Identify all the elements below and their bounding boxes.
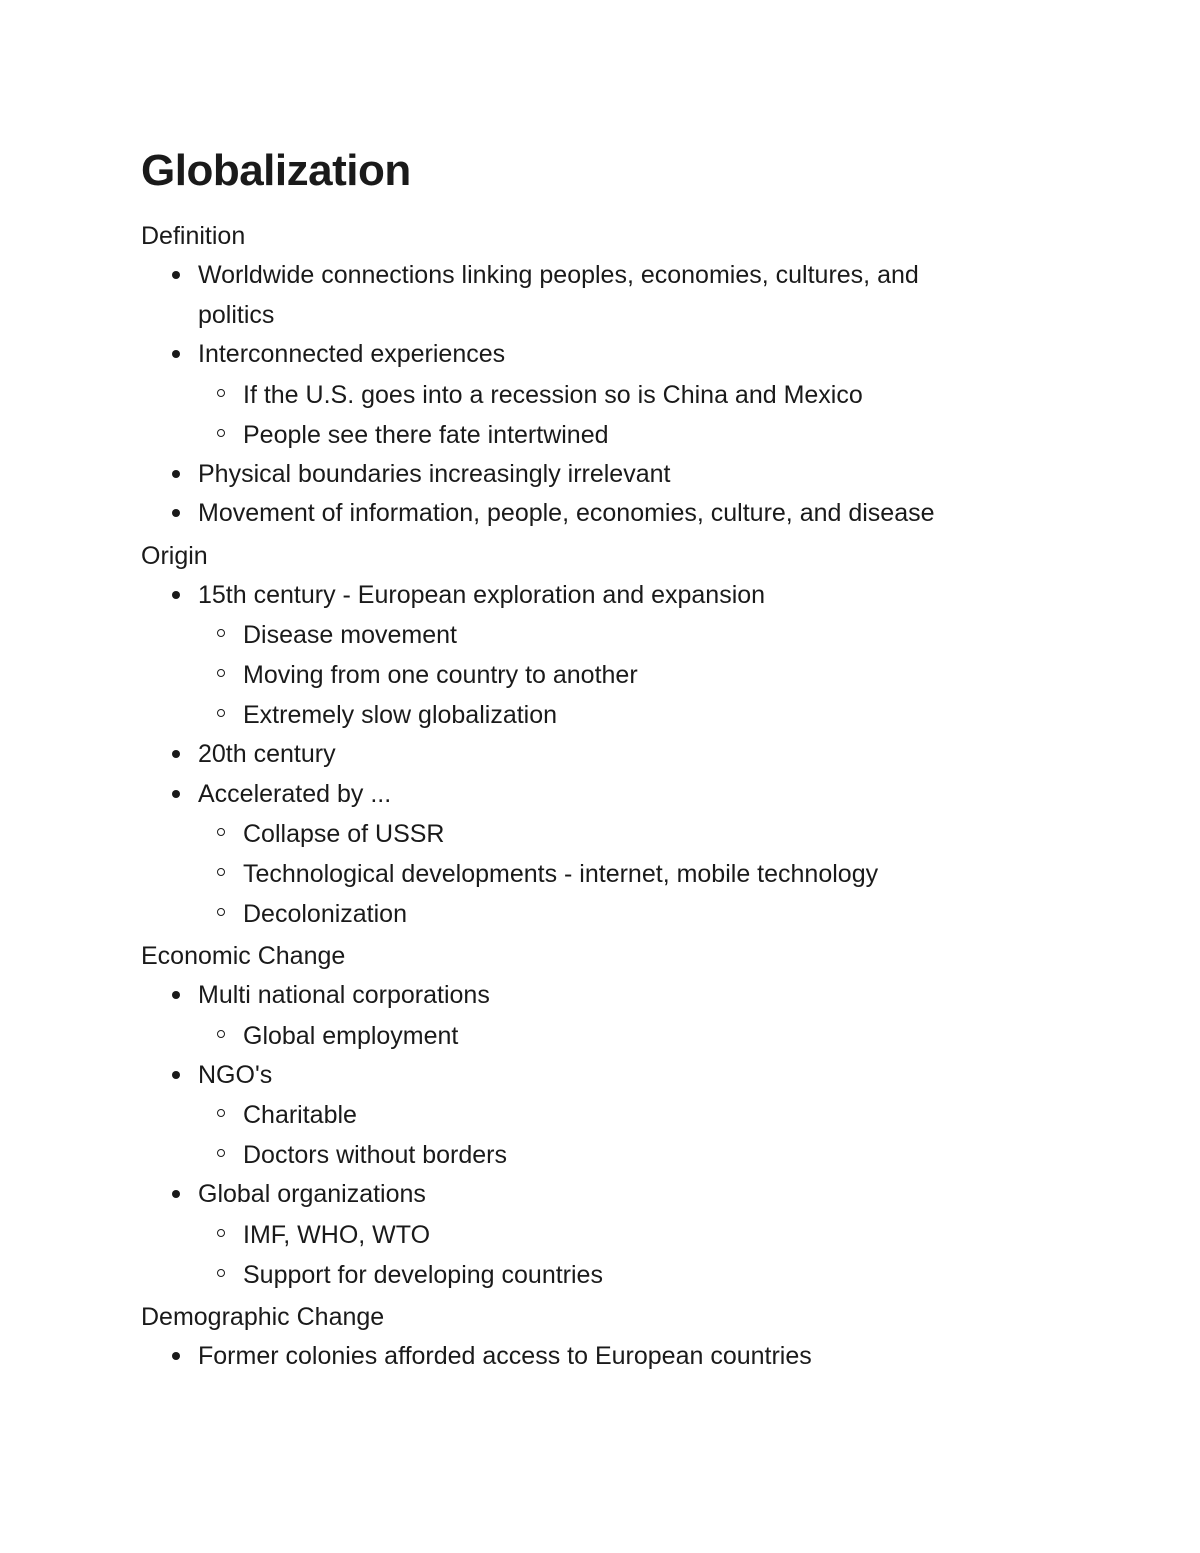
sub-bullet-list <box>141 615 998 735</box>
list-item-text: Global organizations <box>198 1180 426 1208</box>
section-heading: Origin <box>141 541 208 570</box>
bullet-list <box>141 576 1200 935</box>
hollow-bullet-icon <box>217 908 225 916</box>
section-demographic-change <box>141 1297 1200 1377</box>
sub-list-item-text: Charitable <box>243 1101 357 1129</box>
list-item-text: 15th century - European exploration and expansion <box>198 580 766 609</box>
sub-list-item-text: Decolonization <box>243 900 407 928</box>
hollow-bullet-icon <box>217 1030 225 1038</box>
list-item-text: Former colonies afforded access to European countries <box>198 1341 812 1370</box>
list-item-text: Interconnected experiences <box>198 340 506 368</box>
sub-list-item-text: Support for developing countries <box>243 1260 603 1289</box>
list-item-text: NGO's <box>198 1060 273 1089</box>
hollow-bullet-icon <box>217 828 225 836</box>
list-item <box>141 455 998 495</box>
list-item <box>141 1056 998 1176</box>
hollow-bullet-icon <box>217 429 225 437</box>
bullet-icon <box>172 470 180 478</box>
list-item <box>141 576 998 736</box>
sub-list-item-text: People see there fate intertwined <box>243 420 609 449</box>
list-item-text: Worldwide connections linking peoples, economies, cultures, and politics <box>198 261 919 329</box>
bullet-list <box>141 1337 1200 1377</box>
sub-list-item <box>198 1215 998 1255</box>
hollow-bullet-icon <box>217 389 225 397</box>
bullet-list <box>141 256 1200 534</box>
sub-list-item-text: Collapse of USSR <box>243 820 445 848</box>
bullet-icon <box>172 750 180 758</box>
list-item <box>141 1337 998 1377</box>
hollow-bullet-icon <box>217 1269 225 1277</box>
bullet-icon <box>172 1190 180 1198</box>
list-item-text: Movement of information, people, economies, culture, and disease <box>198 499 935 527</box>
sub-list-item <box>198 814 998 854</box>
sub-list-item <box>198 375 998 415</box>
sub-list-item <box>198 1255 998 1295</box>
bullet-list <box>141 976 1200 1295</box>
list-item-text: Multi national corporations <box>198 981 490 1009</box>
sub-list-item <box>198 655 998 695</box>
list-item <box>141 256 998 335</box>
hollow-bullet-icon <box>217 1229 225 1237</box>
sub-list-item <box>198 1095 998 1135</box>
sub-list-item <box>198 1016 998 1056</box>
bullet-icon <box>172 991 180 999</box>
section-definition <box>141 216 1200 534</box>
section-heading: Demographic Change <box>141 1302 385 1331</box>
sub-bullet-list <box>141 375 998 455</box>
list-item <box>141 335 998 455</box>
sub-list-item-text: Technological developments - internet, mobile technology <box>243 860 879 888</box>
sub-bullet-list <box>141 1215 998 1295</box>
list-item-text: Physical boundaries increasingly irrelevant <box>198 459 671 488</box>
sub-list-item <box>198 854 998 894</box>
notes-body <box>141 216 1200 1376</box>
sub-list-item-text: Moving from one country to another <box>243 661 638 689</box>
sub-list-item-text: Disease movement <box>243 621 457 649</box>
page-title: Globalization <box>141 146 411 195</box>
hollow-bullet-icon <box>217 669 225 677</box>
hollow-bullet-icon <box>217 709 225 717</box>
sub-list-item-text: Doctors without borders <box>243 1141 508 1169</box>
hollow-bullet-icon <box>217 868 225 876</box>
hollow-bullet-icon <box>217 1149 225 1157</box>
list-item <box>141 976 998 1056</box>
list-item <box>141 775 998 935</box>
sub-list-item <box>198 415 998 455</box>
section-heading: Economic Change <box>141 942 346 970</box>
bullet-icon <box>172 790 180 798</box>
list-item <box>141 494 998 534</box>
bullet-icon <box>172 509 180 517</box>
section-economic-change <box>141 936 1200 1295</box>
bullet-icon <box>172 271 180 279</box>
list-item-text: Accelerated by ... <box>198 779 392 808</box>
sub-bullet-list <box>141 1016 998 1056</box>
hollow-bullet-icon <box>217 1109 225 1117</box>
section-heading: Definition <box>141 222 246 250</box>
sub-list-item <box>198 1135 998 1175</box>
sub-list-item-text: If the U.S. goes into a recession so is China and Mexico <box>243 380 863 409</box>
sub-list-item <box>198 615 998 655</box>
sub-bullet-list <box>141 1095 998 1175</box>
list-item <box>141 1175 998 1295</box>
sub-list-item <box>198 894 998 934</box>
sub-list-item-text: Global employment <box>243 1021 459 1050</box>
bullet-icon <box>172 1352 180 1360</box>
sub-list-item-text: IMF, WHO, WTO <box>243 1220 431 1249</box>
sub-list-item-text: Extremely slow globalization <box>243 701 558 729</box>
list-item <box>141 735 998 775</box>
bullet-icon <box>172 350 180 358</box>
bullet-icon <box>172 591 180 599</box>
sub-bullet-list <box>141 814 998 934</box>
section-origin <box>141 536 1200 935</box>
sub-list-item <box>198 695 998 735</box>
list-item-text: 20th century <box>198 740 336 768</box>
hollow-bullet-icon <box>217 629 225 637</box>
bullet-icon <box>172 1071 180 1079</box>
